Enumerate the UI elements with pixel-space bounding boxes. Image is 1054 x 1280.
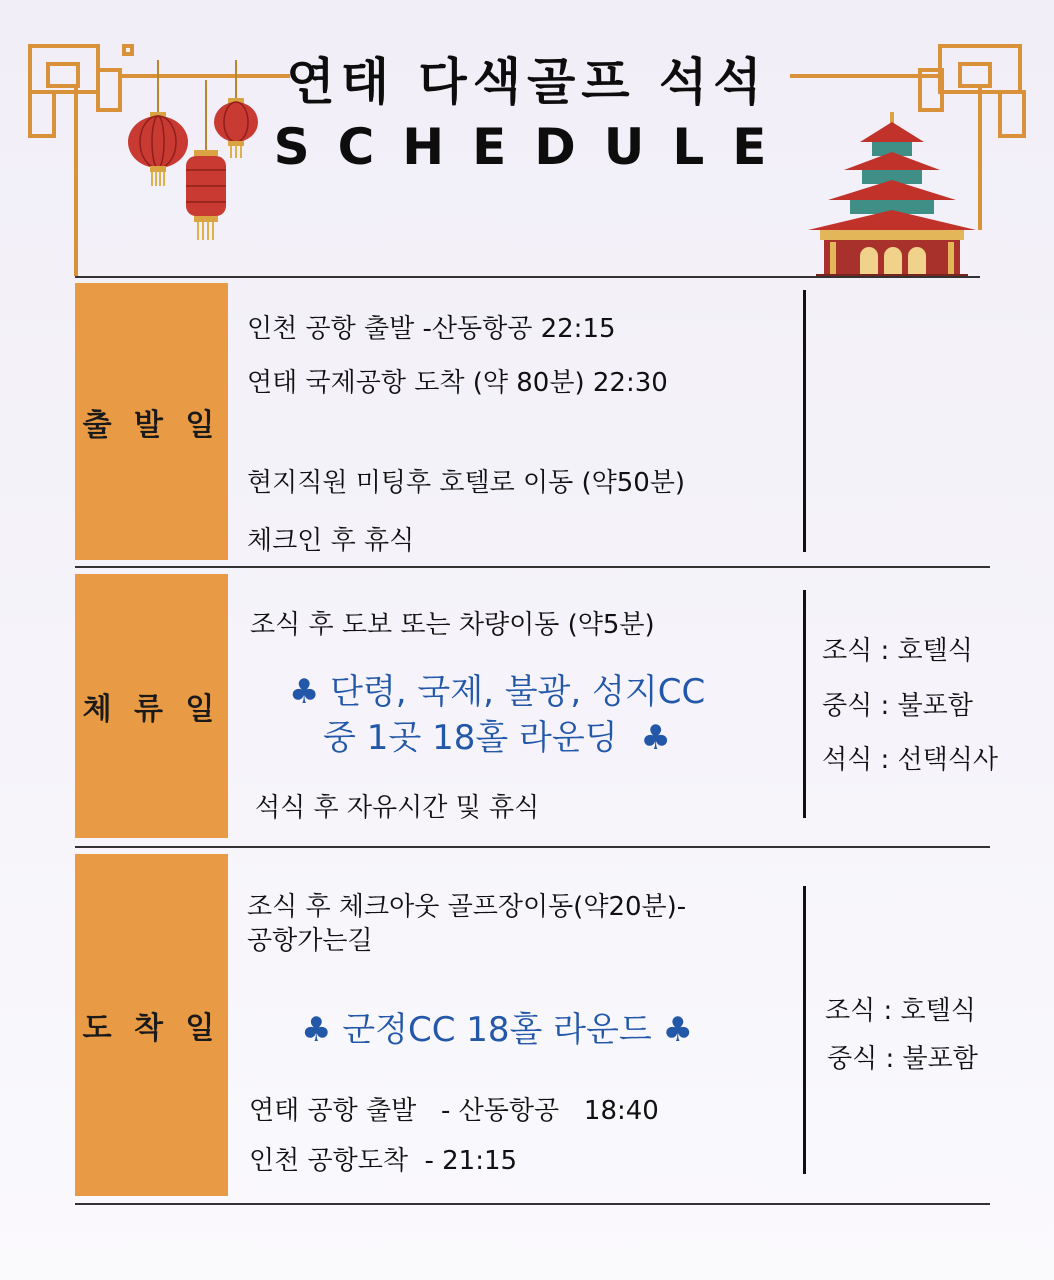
club-icon: ♣: [662, 1010, 694, 1050]
day-label-departure: 출 발 일: [75, 283, 228, 560]
schedule-line: 체크인 후 휴식: [247, 526, 415, 556]
golf-highlight-text: 중 1곳 18홀 라운딩: [323, 718, 618, 758]
divider: [75, 1203, 990, 1205]
meal-lunch: 중식 : 불포함: [827, 1044, 978, 1074]
golf-highlight-text: 단령, 국제, 불광, 성지CC: [330, 672, 706, 712]
club-icon: ♣: [288, 672, 320, 712]
club-icon: ♣: [640, 718, 671, 758]
meal-breakfast: 조식 : 호텔식: [822, 636, 973, 666]
divider: [75, 846, 990, 848]
golf-highlight: [262, 710, 732, 759]
golf-highlight: [262, 664, 732, 713]
club-icon: ♣: [300, 1010, 332, 1050]
schedule-line: 석식 후 자유시간 및 휴식: [255, 793, 540, 823]
schedule-line: 공항가는길: [247, 926, 373, 956]
schedule-line: 현지직원 미팅후 호텔로 이동 (약50분): [247, 468, 686, 498]
schedule-line: 인천 공항 출발 -산동항공 22:15: [247, 314, 616, 344]
divider: [75, 566, 990, 568]
schedule-line: 조식 후 체크아웃 골프장이동(약20분)-: [247, 892, 687, 922]
golf-highlight: [262, 1002, 732, 1051]
schedule-line: 연태 공항 출발 - 산동항공 18:40: [249, 1096, 659, 1126]
divider: [75, 276, 980, 278]
page-title: 연태 다색골프 석석: [286, 53, 768, 111]
column-divider: [803, 886, 806, 1174]
golf-highlight-text: 군정CC 18홀 라운드: [342, 1010, 652, 1050]
day-label-stay: 체 류 일: [75, 574, 228, 838]
meal-breakfast: 조식 : 호텔식: [825, 996, 976, 1026]
day-label-arrival: 도 착 일: [75, 854, 228, 1196]
meal-dinner: 석식 : 선택식사: [822, 745, 998, 775]
page-subtitle: SCHEDULE: [273, 118, 795, 176]
schedule-line: 조식 후 도보 또는 차량이동 (약5분): [250, 610, 655, 640]
schedule-line: 연태 국제공항 도착 (약 80분) 22:30: [247, 368, 668, 398]
column-divider: [803, 590, 806, 818]
schedule-line: 인천 공항도착 - 21:15: [249, 1146, 518, 1176]
meal-lunch: 중식 : 불포함: [822, 691, 973, 721]
column-divider: [803, 290, 806, 552]
